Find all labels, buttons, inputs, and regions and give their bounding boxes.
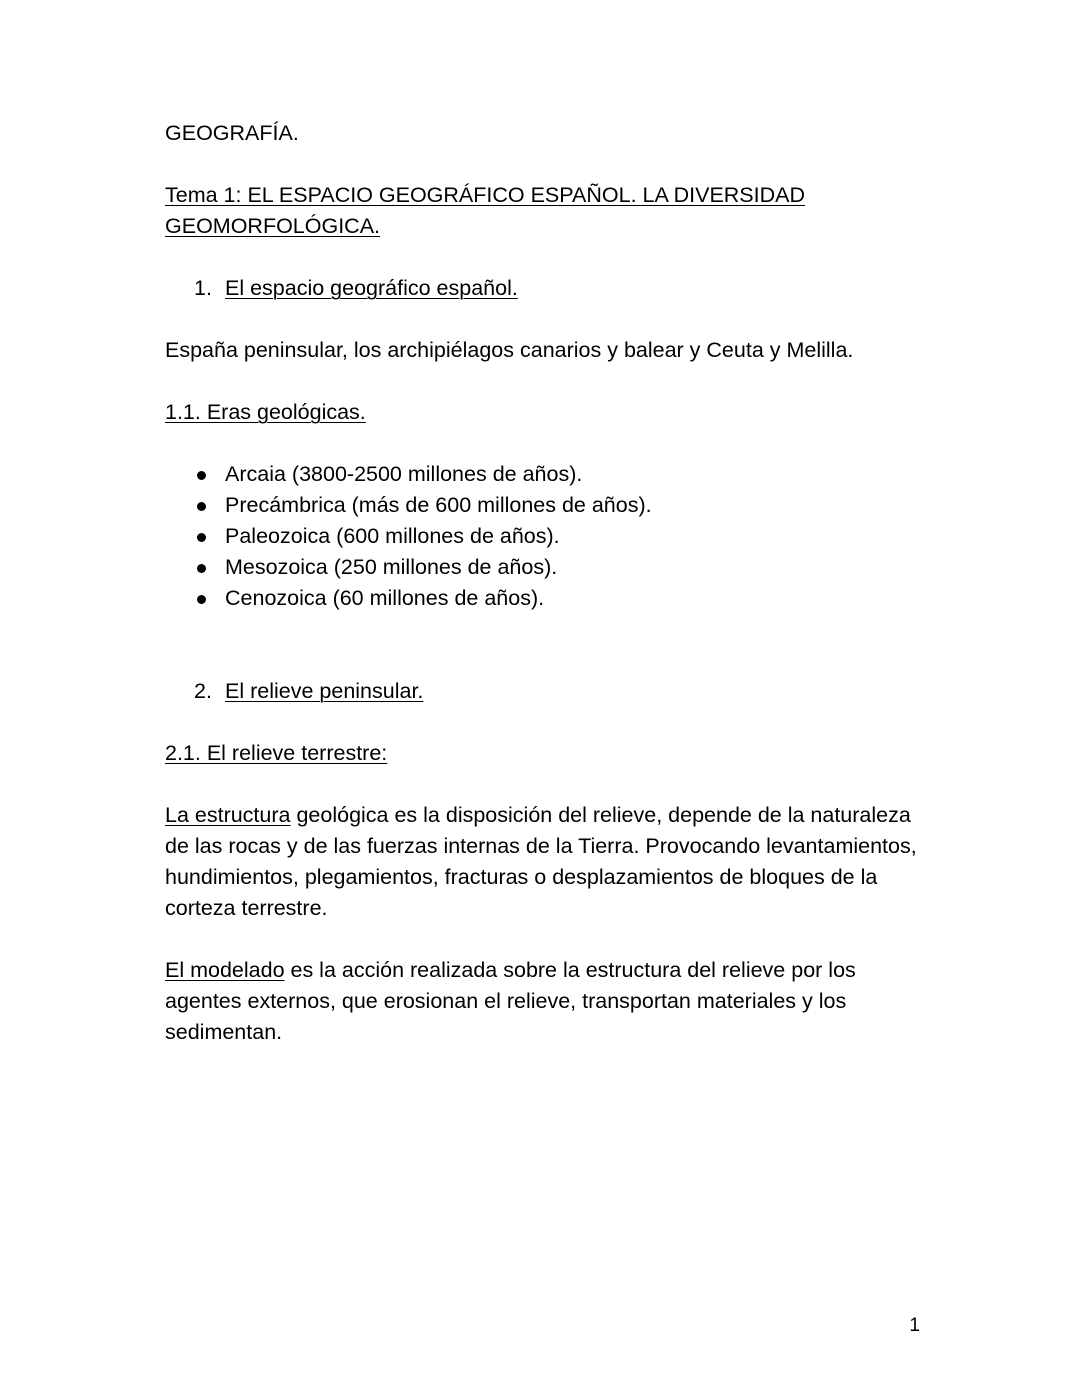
section-2-heading — [165, 676, 925, 707]
list-item-text: Arcaia (3800-2500 millones de años). — [225, 462, 583, 486]
list-item-text: Paleozoica (600 millones de años). — [225, 524, 560, 548]
page-number: 1 — [909, 1315, 920, 1336]
modelado-term: El modelado — [165, 958, 285, 982]
bullet-icon — [197, 564, 206, 573]
list-item — [165, 521, 925, 552]
bullet-icon — [197, 595, 206, 604]
estructura-paragraph — [165, 800, 925, 924]
document-body — [165, 118, 925, 1048]
topic-title: Tema 1: EL ESPACIO GEOGRÁFICO ESPAÑOL. LA DIVERSIDAD GEOMORFOLÓGICA. — [165, 183, 806, 238]
subsection-1-1-heading: 1.1. Eras geológicas. — [165, 400, 366, 424]
section-1-number: 1. — [194, 276, 212, 300]
section-2-title: El relieve peninsular. — [225, 679, 424, 703]
bullet-icon — [197, 533, 206, 542]
modelado-text: es la acción realizada sobre la estructura del relieve por los agentes externos, que erosionan el relieve, transportan materiales y los sedimentan. — [165, 958, 856, 1044]
list-item-text: Cenozoica (60 millones de años). — [225, 586, 545, 610]
section-2-number: 2. — [194, 679, 212, 703]
intro-paragraph: España peninsular, los archipiélagos canarios y balear y Ceuta y Melilla. — [165, 338, 854, 362]
list-item — [165, 459, 925, 490]
estructura-term: La estructura — [165, 803, 291, 827]
subsection-2-1-heading: 2.1. El relieve terrestre: — [165, 741, 388, 765]
section-1-heading — [165, 273, 925, 304]
list-item-text: Mesozoica (250 millones de años). — [225, 555, 558, 579]
modelado-paragraph — [165, 955, 925, 1048]
eras-list — [165, 459, 925, 614]
document-heading: GEOGRAFÍA. — [165, 121, 299, 145]
list-item — [165, 490, 925, 521]
section-1-title: El espacio geográfico español. — [225, 276, 518, 300]
bullet-icon — [197, 502, 206, 511]
list-item-text: Precámbrica (más de 600 millones de años). — [225, 493, 652, 517]
list-item — [165, 583, 925, 614]
bullet-icon — [197, 471, 206, 480]
list-item — [165, 552, 925, 583]
estructura-text: geológica es la disposición del relieve, depende de la naturaleza de las rocas y de las fuerzas internas de la Tierra. Provocando levantamientos, hundimientos, plegamientos, fracturas o desplazamientos de bloques de la corteza terrestre. — [165, 803, 917, 920]
